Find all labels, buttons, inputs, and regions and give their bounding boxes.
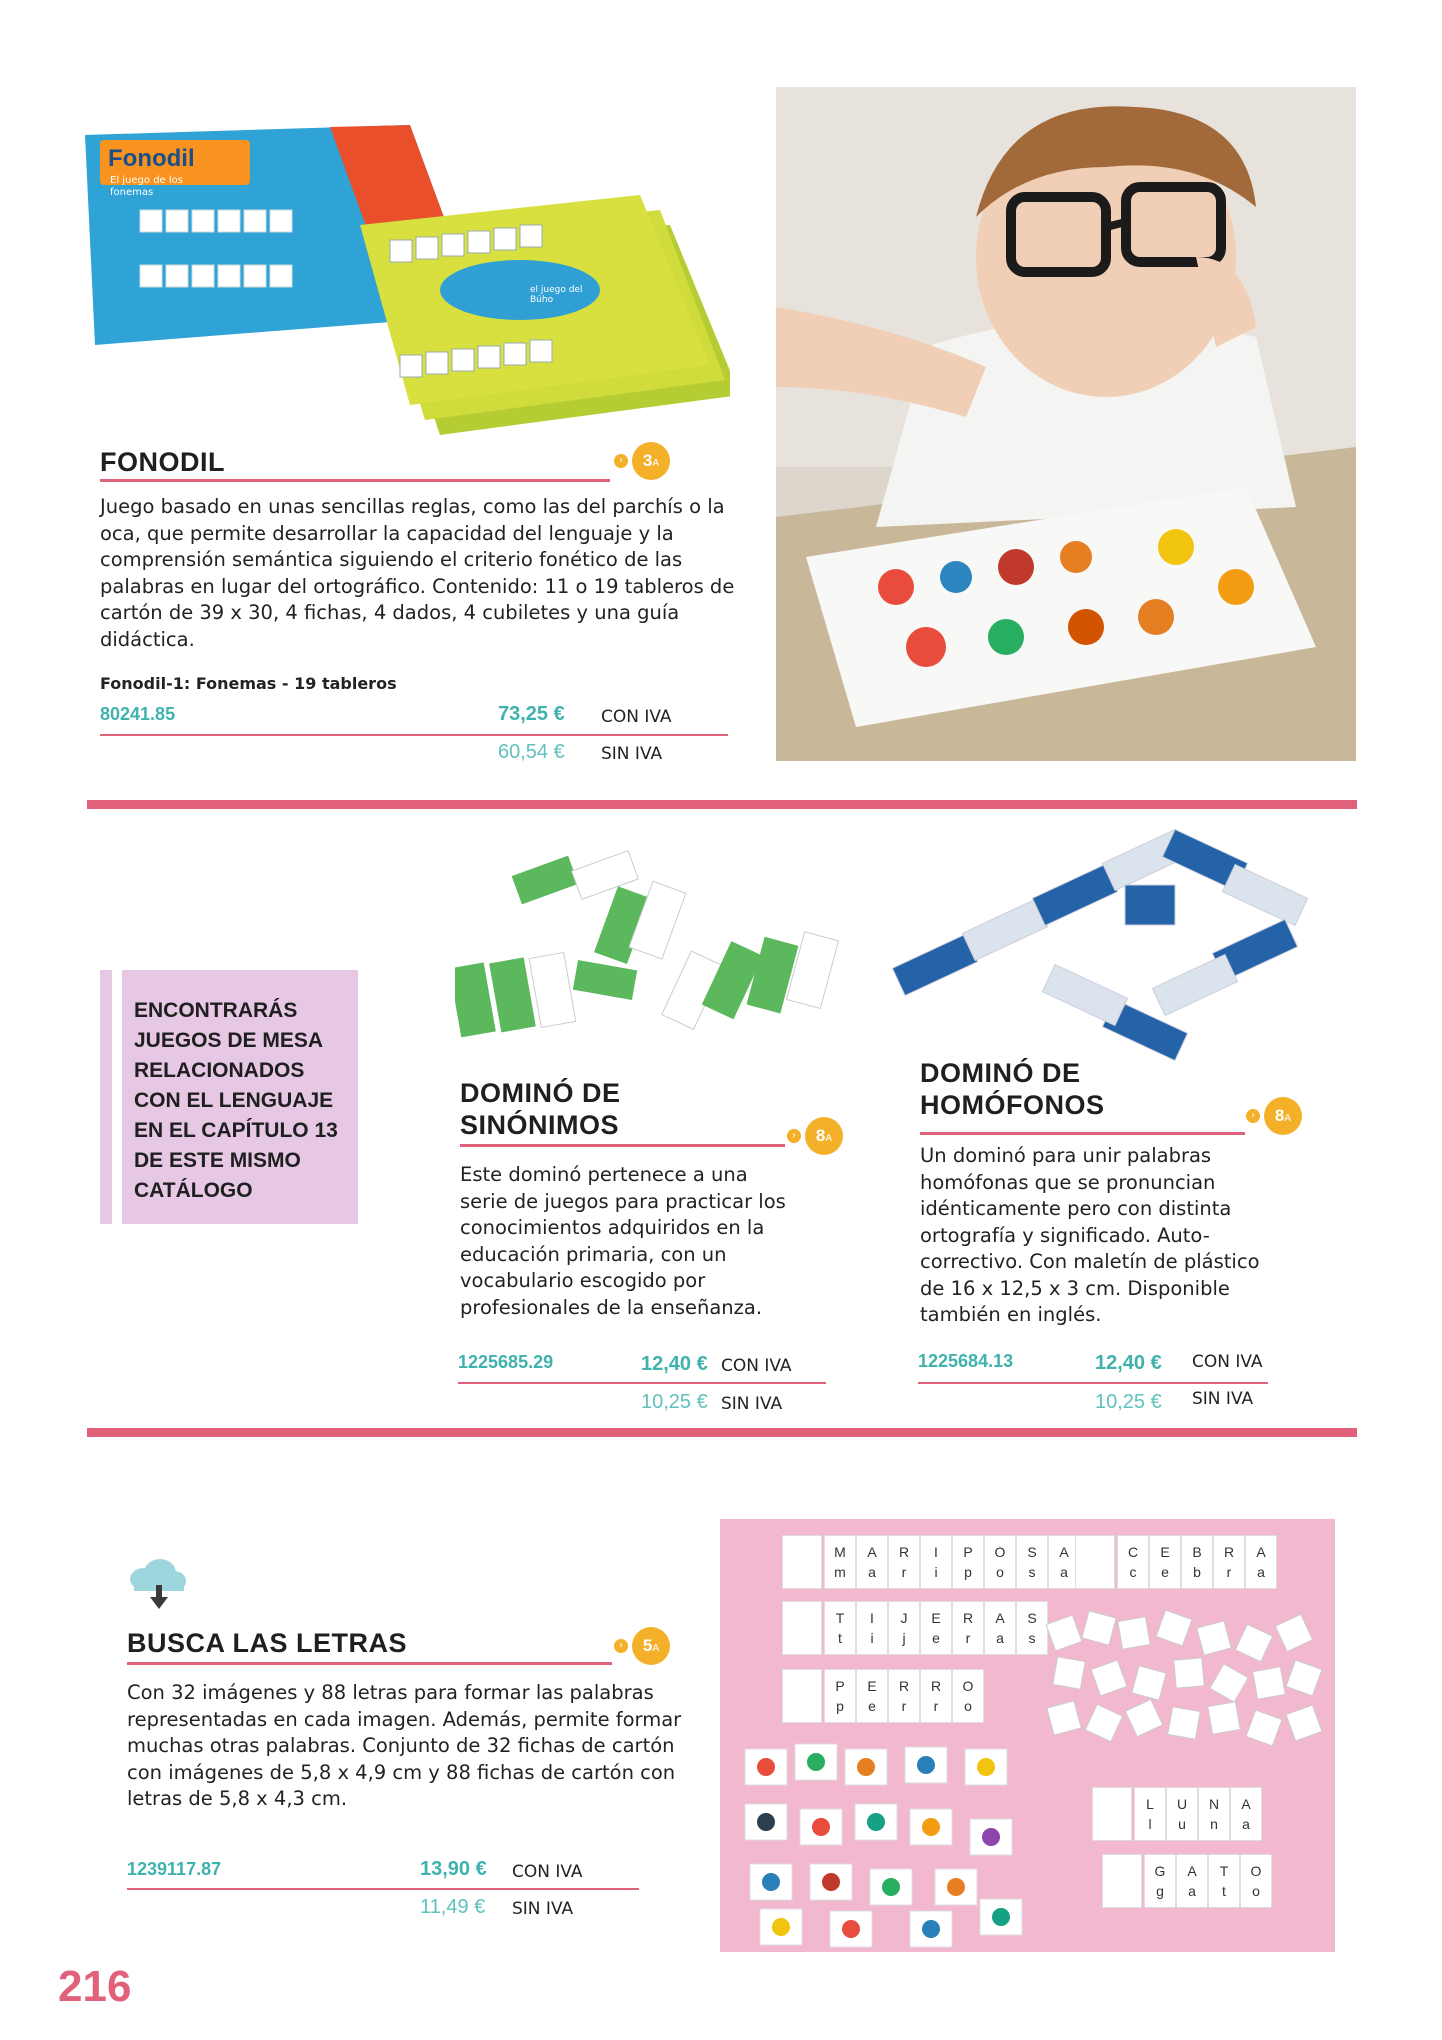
letter-upper: U <box>1176 1796 1188 1812</box>
fonodil-title: FONODIL <box>100 447 225 477</box>
letter-upper: L <box>1146 1796 1154 1812</box>
letter-lower: g <box>1156 1883 1164 1899</box>
letter-upper: A <box>1187 1863 1197 1879</box>
letter-lower: o <box>964 1698 972 1714</box>
sinonimos-label-sin-iva: SIN IVA <box>721 1394 783 1414</box>
letter-upper: R <box>898 1678 910 1694</box>
letter-lower: s <box>1028 1630 1036 1646</box>
busca-label-sin-iva: SIN IVA <box>512 1899 574 1919</box>
letter-lower: a <box>1188 1883 1196 1899</box>
letter-lower: e <box>868 1698 876 1714</box>
page-number: 216 <box>58 1962 132 2011</box>
letter-lower: a <box>1242 1816 1250 1832</box>
section-divider-1 <box>87 800 1357 809</box>
homofonos-title-rule <box>920 1132 1245 1135</box>
letter-upper: A <box>867 1544 877 1560</box>
busca-price-rule <box>127 1888 639 1890</box>
age-circle: 3A <box>632 442 670 480</box>
letter-upper: A <box>1256 1544 1266 1560</box>
sinonimos-title-line1: DOMINÓ DE <box>460 1078 621 1108</box>
letter-upper: E <box>867 1678 877 1694</box>
busca-price-sin-iva: 11,49 € <box>420 1896 486 1918</box>
letter-lower: s <box>1028 1564 1036 1580</box>
letter-upper: S <box>1027 1544 1037 1560</box>
letter-upper: A <box>1059 1544 1069 1560</box>
busca-price-con-iva: 13,90 € <box>420 1858 487 1880</box>
homofonos-label-sin-iva: SIN IVA <box>1192 1389 1254 1409</box>
busca-description: Con 32 imágenes y 88 letras para formar las palabras representadas en cada imagen. Además, permite formar muchas otras palabras. Conjunto de 32 fichas de cartón con imágenes de 5,8 x 4,9 cm y 88 fichas de cartón con letras de 5,8 x 4,3 cm. <box>127 1681 682 1810</box>
letter-lower: m <box>834 1564 846 1580</box>
fonodil-price-rule <box>100 734 728 736</box>
arrow-icon: › <box>1246 1109 1260 1123</box>
letter-upper: R <box>1223 1544 1235 1560</box>
letter-lower: u <box>1178 1816 1186 1832</box>
letter-lower: r <box>901 1698 907 1714</box>
letter-upper: S <box>1027 1610 1037 1626</box>
letter-lower: r <box>1226 1564 1232 1580</box>
letter-lower: r <box>933 1698 939 1714</box>
letter-lower: o <box>996 1564 1004 1580</box>
sinonimos-title-line2: SINÓNIMOS <box>460 1110 620 1140</box>
letter-upper: I <box>934 1544 938 1560</box>
homofonos-title-line1: DOMINÓ DE <box>920 1058 1081 1088</box>
letter-lower: l <box>1148 1816 1152 1832</box>
sinonimos-description: Este dominó pertenece a una serie de juegos para practicar los conocimientos adquiridos en la educación primaria, con un vocabulario escogido por profesionales de la enseñanza. <box>460 1163 786 1319</box>
letter-lower: j <box>902 1630 906 1646</box>
age-circle: 8A <box>1264 1097 1302 1135</box>
fonodil-price-con-iva: 73,25 € <box>498 703 565 725</box>
letter-upper: A <box>995 1610 1005 1626</box>
cloud-download-icon <box>126 1557 190 1613</box>
letter-upper: R <box>962 1610 974 1626</box>
fonodil-age-badge <box>614 442 670 480</box>
letter-upper: N <box>1208 1796 1220 1812</box>
letter-upper: A <box>1241 1796 1251 1812</box>
busca-age-badge <box>614 1627 670 1665</box>
letter-lower: a <box>868 1564 876 1580</box>
letter-lower: r <box>965 1630 971 1646</box>
letter-upper: R <box>898 1544 910 1560</box>
letter-lower: t <box>838 1630 842 1646</box>
letter-upper: O <box>1250 1863 1262 1879</box>
sinonimos-price-sin-iva: 10,25 € <box>641 1391 708 1413</box>
busca-title-rule <box>127 1662 612 1665</box>
section-divider-2 <box>87 1428 1357 1437</box>
letter-lower: p <box>836 1698 844 1714</box>
sinonimos-code: 1225685.29 <box>458 1352 554 1372</box>
domino-sinonimos-image <box>455 845 875 1045</box>
sinonimos-label-con-iva: CON IVA <box>721 1356 792 1376</box>
homofonos-code: 1225684.13 <box>918 1351 1014 1371</box>
letter-lower: a <box>1257 1564 1265 1580</box>
box-subtitle: El juego de los fonemas <box>110 175 183 198</box>
arrow-icon: › <box>614 1639 628 1653</box>
age-circle: 8A <box>805 1117 843 1155</box>
letter-upper: M <box>834 1544 846 1560</box>
letter-lower: b <box>1193 1564 1201 1580</box>
letter-upper: E <box>1160 1544 1170 1560</box>
letter-upper: O <box>962 1678 974 1694</box>
letter-upper: I <box>870 1610 874 1626</box>
letter-lower: n <box>1210 1816 1218 1832</box>
sinonimos-price-rule <box>458 1382 826 1384</box>
homofonos-description: Un dominó para unir palabras homófonas que se pronuncian idénticamente pero con distinta ortografía y significado. Auto-correctivo. Con maletín de plástico de 16 x 12,5 x 3 cm. Disponible también en inglés. <box>920 1144 1260 1326</box>
callout-accent-bar <box>100 970 112 1224</box>
box-logo: Fonodil <box>108 145 195 172</box>
fonodil-label-sin-iva: SIN IVA <box>601 744 663 764</box>
busca-label-con-iva: CON IVA <box>512 1862 583 1882</box>
letter-upper: B <box>1192 1544 1202 1560</box>
letter-lower: i <box>870 1630 874 1646</box>
fonodil-price-sin-iva: 60,54 € <box>498 741 565 763</box>
homofonos-label-con-iva: CON IVA <box>1192 1352 1263 1372</box>
age-circle: 5A <box>632 1627 670 1665</box>
sinonimos-price-con-iva: 12,40 € <box>641 1353 708 1375</box>
homofonos-price-rule <box>918 1382 1268 1384</box>
letter-upper: R <box>930 1678 942 1694</box>
homofonos-age-badge <box>1246 1097 1302 1135</box>
sinonimos-age-badge <box>787 1117 843 1155</box>
busca-letras-image <box>720 1519 1335 1952</box>
child-playing-photo <box>776 87 1356 761</box>
letter-lower: r <box>901 1564 907 1580</box>
fonodil-label-con-iva: CON IVA <box>601 707 672 727</box>
letter-lower: i <box>934 1564 938 1580</box>
fonodil-title-rule <box>100 479 610 482</box>
busca-title: BUSCA LAS LETRAS <box>127 1628 408 1658</box>
arrow-icon: › <box>614 454 628 468</box>
board-text: el juego del Búho <box>530 285 583 305</box>
letter-lower: e <box>1161 1564 1169 1580</box>
callout-text: ENCONTRARÁS JUEGOS DE MESA RELACIONADOS CON EL LENGUAJE EN EL CAPÍTULO 13 DE ESTE MISMO CATÁLOGO <box>134 999 338 1202</box>
letter-lower: t <box>1222 1883 1226 1899</box>
letter-upper: O <box>994 1544 1006 1560</box>
letter-upper: T <box>1219 1863 1229 1879</box>
letter-upper: E <box>931 1610 941 1626</box>
letter-upper: C <box>1127 1544 1139 1560</box>
letter-lower: o <box>1252 1883 1260 1899</box>
homofonos-title-line2: HOMÓFONOS <box>920 1090 1105 1120</box>
fonodil-description: Juego basado en unas sencillas reglas, como las del parchís o la oca, que permite desarrollar la capacidad del lenguaje y la comprensión semántica siguiendo el criterio fonético de las palabras en lugar del ortográfico. Contenido: 11 o 19 tableros de cartón de 39 x 30, 4 fichas, 4 dados, 4 cubiletes y una guía didáctica. <box>100 495 735 651</box>
letter-lower: p <box>964 1564 972 1580</box>
fonodil-product-image <box>80 115 730 445</box>
fonodil-variant: Fonodil-1: Fonemas - 19 tableros <box>100 674 397 693</box>
busca-code: 1239117.87 <box>127 1859 222 1879</box>
letter-upper: T <box>835 1610 845 1626</box>
letter-upper: P <box>963 1544 973 1560</box>
homofonos-price-sin-iva: 10,25 € <box>1095 1391 1162 1413</box>
arrow-icon: › <box>787 1129 801 1143</box>
letter-upper: J <box>900 1610 908 1626</box>
fonodil-code: 80241.85 <box>100 704 176 724</box>
homofonos-price-con-iva: 12,40 € <box>1095 1352 1162 1374</box>
letter-lower: e <box>932 1630 940 1646</box>
domino-homofonos-image <box>885 815 1335 1070</box>
letter-lower: c <box>1129 1564 1137 1580</box>
letter-upper: P <box>835 1678 845 1694</box>
letter-lower: a <box>1060 1564 1068 1580</box>
sinonimos-title-rule <box>460 1144 785 1147</box>
letter-upper: G <box>1154 1863 1166 1879</box>
letter-lower: a <box>996 1630 1004 1646</box>
